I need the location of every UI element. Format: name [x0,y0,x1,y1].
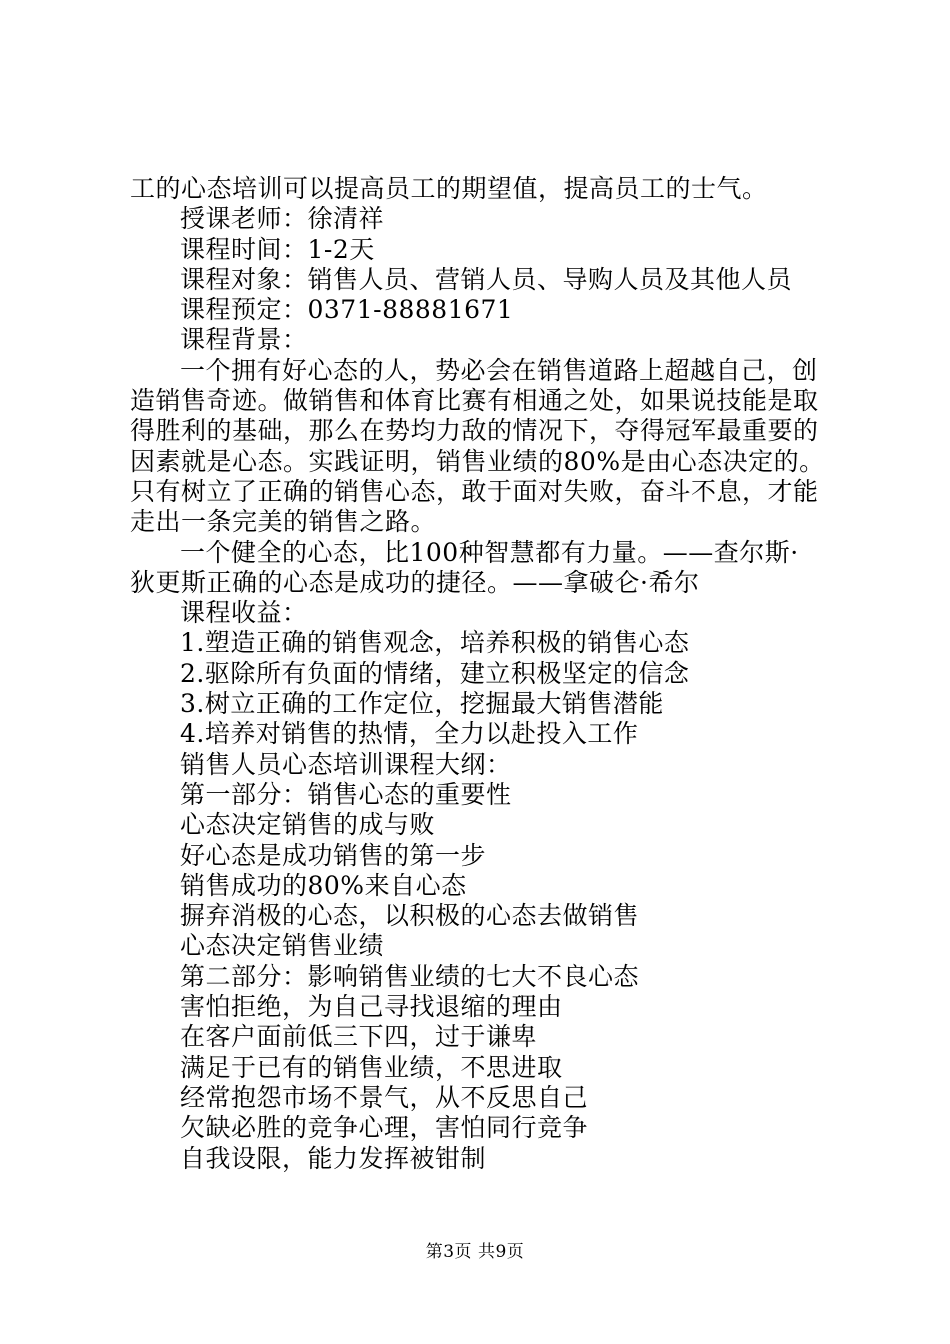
text-line: 工的心态培训可以提高员工的期望值，提高员工的士气。 [130,174,768,203]
text-line: 3.树立正确的工作定位，挖掘最大销售潜能 [180,689,664,719]
text-line: 好心态是成功销售的第一步 [180,840,487,870]
text-line: 害怕拒绝，为自己寻找退缩的理由 [180,992,563,1022]
text-line: 一个拥有好心态的人，势必会在销售道路上超越自己，创 [180,355,818,385]
text-line: 走出一条完美的销售之路。 [130,507,437,537]
text-line: 摒弃消极的心态，以积极的心态去做销售 [180,901,640,931]
text-line: 得胜利的基础，那么在势均力敌的情况下，夺得冠军最重要的 [130,416,819,446]
text-line: 造销售奇迹。做销售和体育比赛有相通之处，如果说技能是取 [130,386,819,416]
text-line: 心态决定销售业绩 [180,931,385,961]
text-line: 欠缺必胜的竞争心理，害怕同行竞争 [180,1113,589,1143]
text-line: 经常抱怨市场不景气，从不反思自己 [180,1082,589,1112]
text-line: 满足于已有的销售业绩，不思进取 [180,1052,563,1082]
text-line: 课程预定：0371-88881671 [180,295,514,325]
text-line: 只有树立了正确的销售心态，敢于面对失败，奋斗不息，才能 [130,476,819,506]
text-line: 销售成功的80%来自心态 [180,870,467,900]
text-line: 课程对象：销售人员、营销人员、导购人员及其他人员 [180,264,793,294]
text-line: 狄更斯正确的心态是成功的捷径。——拿破仑·希尔 [130,567,700,597]
text-line: 在客户面前低三下四，过于谦卑 [180,1022,538,1052]
text-line: 1.塑造正确的销售观念，培养积极的销售心态 [180,628,690,658]
text-line: 第一部分：销售心态的重要性 [180,779,512,809]
text-line: 自我设限，能力发挥被钳制 [180,1143,487,1173]
document-body [130,174,830,1174]
text-line: 心态决定销售的成与败 [180,810,436,840]
text-line: 4.培养对销售的热情，全力以赴投入工作 [180,719,639,749]
text-line: 因素就是心态。实践证明，销售业绩的80%是由心态决定的。 [130,446,825,476]
text-line: 2.驱除所有负面的情绪，建立积极坚定的信念 [180,658,690,688]
text-line: 一个健全的心态，比100种智慧都有力量。——查尔斯· [180,537,799,567]
text-line: 课程背景： [180,325,308,355]
text-line: 销售人员心态培训课程大纲： [180,749,512,779]
text-line: 授课老师：徐清祥 [180,204,385,234]
text-line: 课程收益： [180,598,308,628]
text-line: 第二部分：影响销售业绩的七大不良心态 [180,961,640,991]
text-line: 课程时间：1-2天 [180,234,375,264]
page-number-footer: 第3页 共9页 [425,1242,525,1262]
